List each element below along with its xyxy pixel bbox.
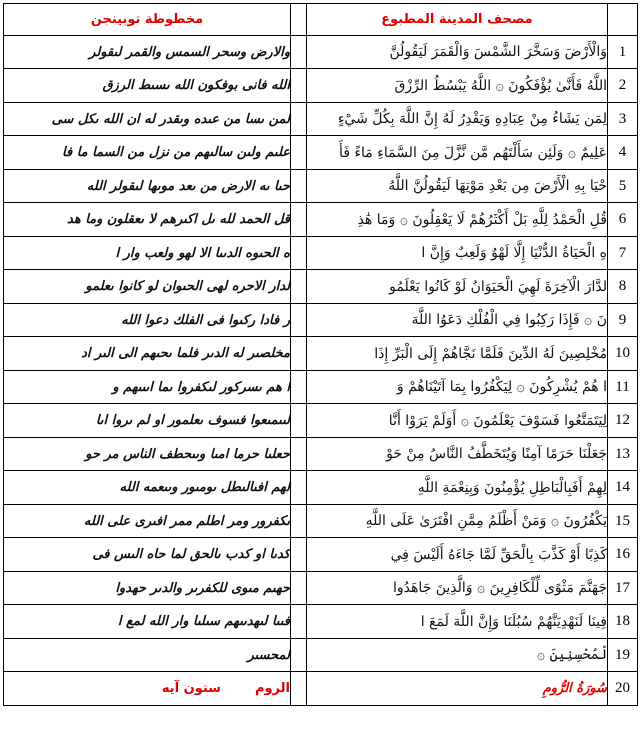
line-number: 12 xyxy=(608,404,638,438)
table-row xyxy=(4,270,638,304)
line-number: 20 xyxy=(608,672,638,706)
table-row xyxy=(4,337,638,371)
table-row xyxy=(4,371,638,404)
quran-text: حْيَا بِهِ الْأَرْضَ مِن بَعْدِ مَوْتِهَا لَيَقُولُنَّ اللَّهُ xyxy=(307,170,608,203)
column-gap xyxy=(291,136,307,170)
quran-text: لِمَن يَشَاءُ مِنْ عِبَادِهِ وَيَقْدِرُ لَهُ إِنَّ اللَّهَ بِكُلِّ شَيْءٍ xyxy=(307,103,608,136)
column-gap xyxy=(291,404,307,438)
table-row xyxy=(4,170,638,203)
quran-text: يَكْفُرُونَ ۞ وَمَنْ أَظْلَمُ مِمَّنِ افْتَرَىٰ عَلَى اللَّهِ xyxy=(307,505,608,538)
line-number: 9 xyxy=(608,304,638,337)
line-number: 10 xyxy=(608,337,638,371)
column-gap xyxy=(291,538,307,572)
manuscript-footer xyxy=(4,672,291,706)
quran-header: مصحف المدينة المطبوع xyxy=(307,4,608,36)
table-row xyxy=(4,36,638,69)
manuscript-text: والارض وسحر السمس والقمر لىقولر xyxy=(4,36,291,69)
table-row xyxy=(4,237,638,270)
table-row xyxy=(4,69,638,103)
table-row xyxy=(4,203,638,237)
quran-surah-title: سُورَةُ الرُّومِ xyxy=(307,672,608,706)
manuscript-header: مخطوطة توبينجن xyxy=(4,4,291,36)
footer-row xyxy=(4,672,638,706)
manuscript-text: ه الحىوه الدىىا الا لهو ولعب وار ا xyxy=(4,237,291,270)
line-number: 6 xyxy=(608,203,638,237)
line-number: 19 xyxy=(608,639,638,672)
quran-text: عَلِيمٌ ۞ وَلَئِن سَأَلْتَهُم مَّن نَّزَّلَ مِنَ السَّمَاءِ مَاءً فَأَ xyxy=(307,136,608,170)
comparison-table xyxy=(3,3,638,706)
column-gap xyxy=(291,203,307,237)
manuscript-text: حهىم مىوى للكفرىر والدىر حهدوا xyxy=(4,572,291,605)
line-number: 1 xyxy=(608,36,638,69)
quran-text: ا هُمْ يُشْرِكُونَ ۞ لِيَكْفُرُوا بِمَا آتَيْنَاهُمْ وَ xyxy=(307,371,608,404)
line-number: 17 xyxy=(608,572,638,605)
line-number: 13 xyxy=(608,438,638,471)
manuscript-text: لدار الاحره لهى الحىوان لو كانوا ىعلمو xyxy=(4,270,291,304)
table-row xyxy=(4,471,638,505)
quran-text: اللَّهُ فَأَنَّىٰ يُؤْفَكُونَ ۞ اللَّهُ يَبْسُطُ الرِّزْقَ xyxy=(307,69,608,103)
quran-text: فِينَا لَنَهْدِيَنَّهُمْ سُبُلَنَا وَإِنَّ اللَّهَ لَمَعَ ا xyxy=(307,605,608,639)
line-number: 16 xyxy=(608,538,638,572)
quran-text: هِ الْحَيَاةُ الدُّنْيَا إِلَّا لَهْوٌ وَلَعِبٌ وَإِنَّ ا xyxy=(307,237,608,270)
quran-text: لِهِمْ أَفَبِالْبَاطِلِ يُؤْمِنُونَ وَبِنِعْمَةِ اللَّهِ xyxy=(307,471,608,505)
table-row xyxy=(4,538,638,572)
table-row xyxy=(4,438,638,471)
column-gap xyxy=(291,170,307,203)
quran-text: قُلِ الْحَمْدُ لِلَّهِ بَلْ أَكْثَرُهُمْ لَا يَعْقِلُونَ ۞ وَمَا هَٰذِ xyxy=(307,203,608,237)
quran-text: جَعَلْنَا حَرَمًا آمِنًا وَيُتَخَطَّفُ النَّاسُ مِنْ حَوْ xyxy=(307,438,608,471)
manuscript-text: لمن ىسا من عىده وىقدر له ان الله ىكل سى xyxy=(4,103,291,136)
column-gap xyxy=(291,471,307,505)
quran-text: لْمُحْسِنِينَ ۞ xyxy=(307,639,608,672)
column-gap xyxy=(291,438,307,471)
quran-text: لِيَتَمَتَّعُوا فَسَوْفَ يَعْلَمُونَ ۞ أَوَلَمْ يَرَوْا أَنَّا xyxy=(307,404,608,438)
column-gap xyxy=(291,572,307,605)
manuscript-surah-name: الروم xyxy=(254,681,290,696)
table-row xyxy=(4,136,638,170)
quran-text: جَهَنَّمَ مَثْوًى لِّلْكَافِرِينَ ۞ وَالَّذِينَ جَاهَدُوا xyxy=(307,572,608,605)
manuscript-text: لىىمىعوا فسوف ىعلمور او لم ىروا اىا xyxy=(4,404,291,438)
quran-text: وَالْأَرْضَ وَسَخَّرَ الشَّمْسَ وَالْقَمَرَ لَيَقُولُنَّ xyxy=(307,36,608,69)
manuscript-text: ىكفرور ومر اطلم ممر افىرى على الله xyxy=(4,505,291,538)
line-number: 2 xyxy=(608,69,638,103)
manuscript-text: لمحسىر xyxy=(4,639,291,672)
table-row xyxy=(4,572,638,605)
column-gap xyxy=(291,36,307,69)
line-number: 5 xyxy=(608,170,638,203)
column-gap xyxy=(291,672,307,706)
manuscript-text: قل الحمد لله ىل اكىرهم لا ىعقلون وما هد xyxy=(4,203,291,237)
quran-text: نَ ۞ فَإِذَا رَكِبُوا فِي الْفُلْكِ دَعَوُا اللَّهَ xyxy=(307,304,608,337)
line-number: 4 xyxy=(608,136,638,170)
column-gap xyxy=(291,337,307,371)
header-row xyxy=(4,4,638,36)
column-gap xyxy=(291,103,307,136)
manuscript-text: مخلصىر له الدىر فلما ىحىهم الى الىر اد xyxy=(4,337,291,371)
manuscript-text: لهم افىالىطل ىومىور وىىعمه الله xyxy=(4,471,291,505)
table-row xyxy=(4,404,638,438)
line-number: 14 xyxy=(608,471,638,505)
column-gap xyxy=(291,639,307,672)
manuscript-text: الله فانى بوفكون الله ىسىط الرزق xyxy=(4,69,291,103)
quran-text: لدَّارَ الْآخِرَةَ لَهِيَ الْحَيَوَانُ لَوْ كَانُوا يَعْلَمُو xyxy=(307,270,608,304)
manuscript-text: حعلىا حرما امىا وىىحطف الناس مر حو xyxy=(4,438,291,471)
column-gap xyxy=(291,605,307,639)
column-gap xyxy=(291,371,307,404)
column-gap xyxy=(291,505,307,538)
manuscript-text: فىىا لىهدىىهم سىلىا وار الله لمع ا xyxy=(4,605,291,639)
number-header xyxy=(608,4,638,36)
column-gap xyxy=(291,270,307,304)
line-number: 18 xyxy=(608,605,638,639)
table-row xyxy=(4,505,638,538)
table-row xyxy=(4,639,638,672)
manuscript-text: علىم ولىن سالىهم من نزل من السما ما فا xyxy=(4,136,291,170)
manuscript-verse-count: ستون آيه xyxy=(161,681,221,696)
manuscript-text: ا هم ىسركور لىكفروا ىما اىىىهم و xyxy=(4,371,291,404)
table-row xyxy=(4,605,638,639)
manuscript-text: كدىا او كدب ىالحق لما حاه الىس فى xyxy=(4,538,291,572)
line-number: 15 xyxy=(608,505,638,538)
column-gap xyxy=(291,69,307,103)
table-row xyxy=(4,103,638,136)
column-gap xyxy=(291,4,307,36)
quran-text: كَذِبًا أَوْ كَذَّبَ بِالْحَقِّ لَمَّا جَاءَهُ أَلَيْسَ فِي xyxy=(307,538,608,572)
line-number: 7 xyxy=(608,237,638,270)
line-number: 8 xyxy=(608,270,638,304)
column-gap xyxy=(291,304,307,337)
quran-text: مُخْلِصِينَ لَهُ الدِّينَ فَلَمَّا نَجَّاهُمْ إِلَى الْبَرِّ إِذَا xyxy=(307,337,608,371)
manuscript-text: ر فادا ركىوا فى الفلك دعوا الله xyxy=(4,304,291,337)
manuscript-text: حىا ىه الارض من ىعد موىها لىقولر الله xyxy=(4,170,291,203)
column-gap xyxy=(291,237,307,270)
table-row xyxy=(4,304,638,337)
line-number: 11 xyxy=(608,371,638,404)
line-number: 3 xyxy=(608,103,638,136)
